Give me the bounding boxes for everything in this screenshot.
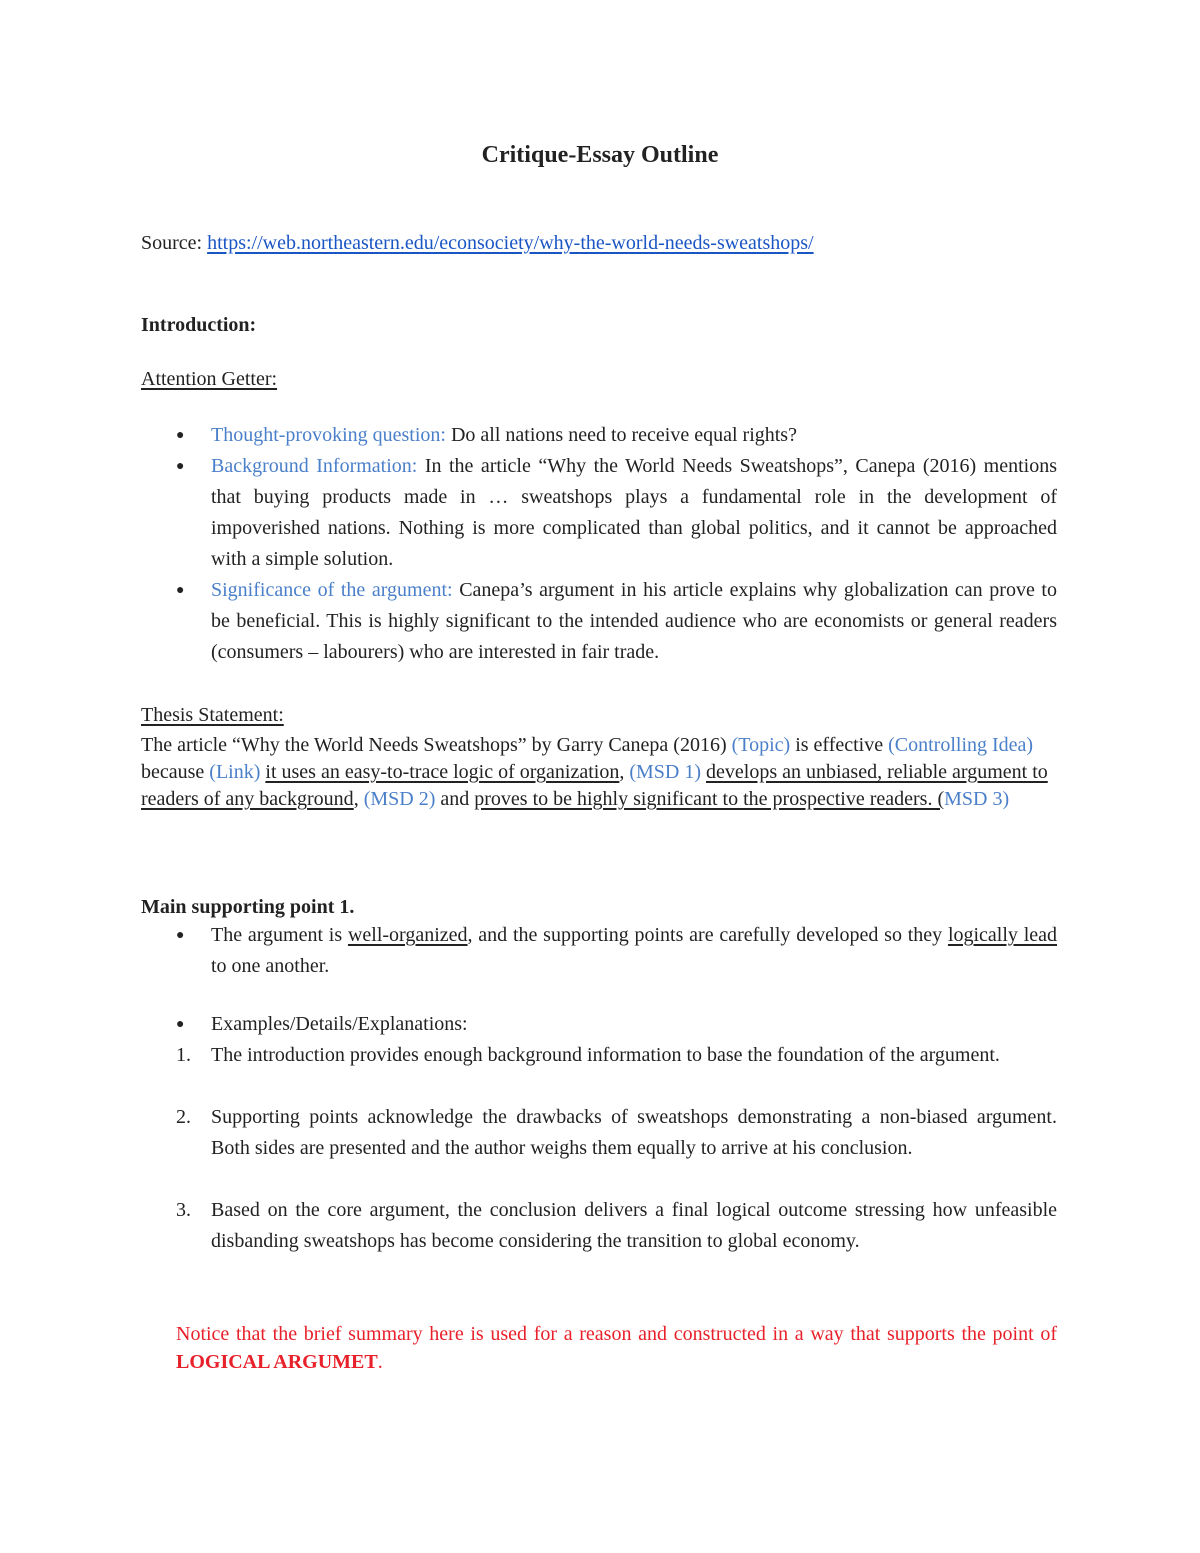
bullet-background-information xyxy=(211,451,1057,575)
list-number: 2. xyxy=(176,1106,191,1128)
tag-topic: (Topic) xyxy=(731,734,791,756)
tag-msd3: MSD 3) xyxy=(944,788,1010,810)
bullet-icon: ● xyxy=(176,928,185,943)
list-number: 3. xyxy=(176,1199,191,1221)
bullet-label: Significance of the argument: xyxy=(211,579,453,601)
note-text: Notice that the brief summary here is used for a reason and constructed in a way that supports the point of xyxy=(176,1323,1057,1345)
bullet-significance xyxy=(211,575,1057,668)
underlined-term: logically lead xyxy=(947,924,1058,946)
bullet-icon: ● xyxy=(176,459,185,474)
tag-msd1: (MSD 1) xyxy=(629,761,702,783)
bullet-icon: ● xyxy=(176,583,185,598)
bullet-thought-provoking xyxy=(211,420,1057,451)
bullet-text: The argument is xyxy=(211,924,348,946)
thesis-text: , xyxy=(619,761,630,783)
bullet-icon: ● xyxy=(176,1017,185,1032)
bullet-label: Thought-provoking question: xyxy=(211,424,446,446)
bullet-text: Do all nations need to receive equal rights? xyxy=(445,424,797,446)
thesis-label: Thesis Statement: xyxy=(141,704,284,726)
thesis-text: The article “Why the World Needs Sweatshops” by Garry Canepa (2016) xyxy=(141,734,732,756)
bullet-text: to one another. xyxy=(211,955,330,977)
main-point-1-heading: Main supporting point 1. xyxy=(141,896,355,918)
note-text: . xyxy=(377,1351,383,1373)
attention-getter-label: Attention Getter: xyxy=(141,368,278,390)
main-point-bullet-examples: Examples/Details/Explanations: xyxy=(211,1013,468,1035)
thesis-text: and xyxy=(435,788,475,810)
main-point-bullet-argument xyxy=(211,920,1057,982)
numbered-item-3: Based on the core argument, the conclusion delivers a final logical outcome stressing how unfeasible disbanding sweatshops has become considering the transition to global economy. xyxy=(211,1199,1057,1252)
source-link[interactable]: https://web.northeastern.edu/econsociety/why-the-world-needs-sweatshops/ xyxy=(207,232,814,254)
page-title: Critique-Essay Outline xyxy=(481,142,719,168)
bullet-text: Canepa’s argument in his article explains why globalization can prove to be beneficial. This is highly significant to the intended audience who are economists or general readers (consumers – labourers) who are interested in fair trade. xyxy=(211,579,1057,663)
thesis-text: , xyxy=(353,788,364,810)
list-number: 1. xyxy=(176,1044,191,1066)
red-note xyxy=(176,1320,1057,1376)
underlined-term: well-organized xyxy=(347,924,468,946)
bullet-text: In the article “Why the World Needs Sweatshops”, Canepa (2016) mentions that buying products made in … sweatshops plays a fundamental role in the development of impoverished nations. Nothing is more complicated than global politics, and it cannot be approached with a simple solution. xyxy=(211,455,1057,570)
source-label: Source: xyxy=(141,232,208,254)
tag-link: (Link) xyxy=(209,761,261,783)
introduction-heading: Introduction: xyxy=(141,314,257,336)
msd2-text: develops an unbiased, reliable argument to readers of any background xyxy=(141,761,1048,810)
msd1-text: it uses an easy-to-trace logic of organization xyxy=(265,761,620,783)
msd3-text: proves to be highly significant to the prospective readers. ( xyxy=(474,788,945,810)
tag-controlling-idea: (Controlling Idea) xyxy=(888,734,1034,756)
numbered-item-2: Supporting points acknowledge the drawbacks of sweatshops demonstrating a non-biased argument. Both sides are presented and the author weighs them equally to arrive at his conclusion. xyxy=(211,1106,1057,1159)
bullet-label: Background Information: xyxy=(211,455,418,477)
bullet-icon: ● xyxy=(176,428,185,443)
note-bold: LOGICAL ARGUMET xyxy=(176,1351,378,1373)
tag-msd2: (MSD 2) xyxy=(363,788,436,810)
thesis-text: because xyxy=(141,761,210,783)
numbered-item-1: The introduction provides enough background information to base the foundation of the argument. xyxy=(211,1044,1000,1066)
source-line xyxy=(141,232,814,255)
bullet-text: , and the supporting points are carefully developed so they xyxy=(467,924,948,946)
thesis-text: is effective xyxy=(790,734,889,756)
thesis-statement xyxy=(141,732,1057,813)
